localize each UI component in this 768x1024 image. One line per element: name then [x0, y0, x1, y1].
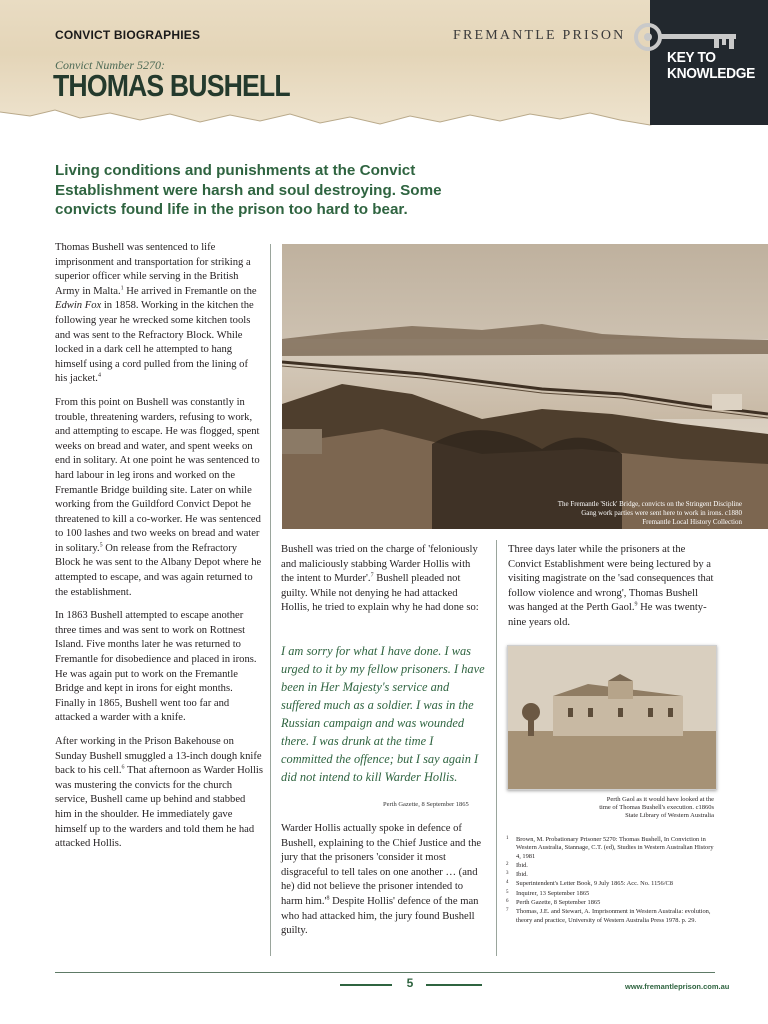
column-2-continued — [281, 822, 485, 948]
photo-fremantle-stick-bridge — [282, 244, 768, 529]
footnote — [506, 871, 718, 879]
footnote-ref: 9 — [634, 601, 638, 608]
text: Bushell pleaded not guilty. While not denying he had attacked Hollis, he tried to explain why he had done so: — [281, 573, 479, 614]
website-link[interactable]: www.fremantleprison.com.au — [625, 982, 730, 991]
pull-quote: I am sorry for what I have done. I was urged to it by my fellow prisoners. I have been in Her Majesty's service and suffered much as a soldier. I was in the Russian campaign and was wounded there. I was drunk at the time I committed the offence; but I say again I did not intend to kill Warder Hollis. — [281, 644, 485, 784]
footnote — [506, 908, 718, 925]
bridge-photo-image — [282, 244, 768, 529]
paragraph — [55, 241, 263, 387]
photo-perth-gaol — [507, 645, 717, 790]
footnote-number: 1 — [506, 836, 509, 841]
paragraph — [55, 396, 263, 600]
footnote-ref: 5 — [99, 542, 103, 549]
text: On release from the Refractory Block he was sent to the Albany Depot where he attempted to escape, and was again returned to the establishment. — [55, 542, 262, 598]
column-divider — [496, 540, 497, 956]
key-to-knowledge-label — [667, 50, 755, 82]
column-2 — [281, 543, 485, 625]
convict-number: Convict Number 5270: — [55, 58, 165, 72]
text: Bushell was tried on the charge of 'feloniously and maliciously stabbing Warder Hollis with the intent to Murder'. — [281, 544, 478, 585]
footnote-text: Thomas, J.E. and Stewart, A. Imprisonment in Western Australia: evolution, theory and practice, University of Western Australia Press 1978. p. 29. — [516, 908, 711, 924]
footnote — [506, 862, 718, 870]
gaol-photo-image — [508, 646, 716, 789]
caption-line: State Library of Western Australia — [625, 812, 714, 819]
text: He arrived in Fremantle on the — [123, 285, 257, 297]
text: From this point on Bushell was constantly in trouble, threatening warders, refusing to work, and attempting to escape. He was flogged, spent weeks on bread and water, and spent weeks on end in solitary. At one point he was sentenced to hard labour in leg irons and worked on the Fremantle Bridge building site. Later on while working from the Guildford Convict Depot he threatened to kill a co-worker. He was sentenced to 100 lashes and two weeks on bread and water in solitary. — [55, 396, 261, 554]
footnote-text: Ibid. — [516, 861, 528, 869]
key-label-line2: KNOWLEDGE — [667, 65, 755, 82]
page-number-ornament — [426, 984, 482, 986]
paragraph — [281, 543, 485, 616]
paragraph — [281, 822, 485, 939]
caption-line: The Fremantle 'Stick' Bridge, convicts on the Stringent Discipline — [557, 500, 742, 508]
footnote — [506, 836, 718, 861]
key-label-line1: KEY TO — [667, 49, 716, 66]
footnote-ref: 8 — [326, 895, 330, 902]
footnotes-list — [506, 836, 718, 926]
paragraph: In 1863 Bushell attempted to escape another three times and was sent to work on Rottnest Island. Five months later he was returned to Fremantle for disobedience and placed in irons. He was again put to work on the Fremantle Bridge and kept in irons for eight months. Finally in 1865, Bushell went too far and attacked a warder with a knife. — [55, 610, 257, 724]
page-title: THOMAS BUSHELL — [53, 68, 290, 103]
footnote-number: 5 — [506, 889, 509, 895]
caption-line: Gang work parties were sent here to work in irons. c1880 — [581, 509, 742, 517]
footnote-ref: 4 — [97, 372, 101, 379]
footnote-text: Ibid. — [516, 871, 528, 879]
ship-name: Edwin Fox — [55, 300, 102, 312]
footnote-ref: 6 — [121, 764, 125, 771]
footnote-number: 2 — [506, 861, 509, 867]
footnote-text: Perth Gazette, 8 September 1865 — [516, 899, 601, 907]
quote-source: Perth Gazette, 8 September 1865 — [383, 801, 469, 808]
paragraph — [55, 735, 263, 852]
footnote-text: Inquirer, 13 September 1865 — [516, 889, 590, 897]
footnote-number: 3 — [506, 871, 509, 877]
text: Despite Hollis' defence of the man who had attacked him, the jury found Bushell guilty. — [281, 895, 479, 937]
footnote-text: Brown, M. Probationary Prisoner 5270: Thomas Bushell, In Conviction in Western Australia, Stannage, C.T. (ed), Studies in Western Australian History 4, 1981 — [516, 836, 714, 860]
footnote — [506, 899, 718, 907]
column-1 — [55, 241, 263, 861]
footer-rule — [55, 972, 715, 973]
footnote-text: Superintendent's Letter Book, 9 July 1865: Acc. No. 1156/C8 — [516, 880, 673, 888]
footnote-ref: 7 — [370, 572, 374, 579]
brand-logo-text: FREMANTLE PRISON — [453, 28, 626, 43]
caption-line: Perth Gaol as it would have looked at the — [606, 796, 714, 803]
text: After working in the Prison Bakehouse on Sunday Bushell smuggled a 13-inch dough knife back to his cell. — [55, 736, 262, 777]
paragraph — [508, 543, 714, 631]
page-number: 5 — [406, 976, 414, 990]
text: That afternoon as Warder Hollis was mustering the convicts for the church service, Bushell came up behind and stabbed him in the shoulder. He immediately gave himself up to the warders and told them he had attacked Hollis. — [55, 765, 263, 850]
column-divider — [270, 244, 271, 956]
footnote-number: 4 — [506, 880, 509, 886]
page-number-ornament — [340, 984, 392, 986]
series-title: CONVICT BIOGRAPHIES — [55, 28, 201, 42]
footnote-ref: 1 — [120, 285, 124, 292]
footnote-number: 7 — [506, 908, 509, 914]
footnote-number: 6 — [506, 899, 509, 905]
caption-line: time of Thomas Bushell's execution. c1860s — [599, 804, 714, 811]
caption-line: Fremantle Local History Collection — [642, 518, 742, 526]
text: in 1858. Working in the kitchen the following year he wrecked some kitchen tools and was sent to the Refractory Block. While locked in a dark cell he attempted to hang himself using a cord pulled from the lining of his jacket. — [55, 300, 254, 385]
text: Thomas Bushell was sentenced to life imprisonment and transportation for striking a superior officer while serving in the British Army in Malta. — [55, 242, 251, 297]
text: Three days later while the prisoners at the Convict Establishment were being lectured by a visiting magistrate on the 'sad consequences that follow violence and wrong', Thomas Bushell was hanged at the Perth Gaol. — [508, 544, 714, 614]
text: He was twenty-nine years old. — [508, 602, 707, 628]
text: Warder Hollis actually spoke in defence of Bushell, explaining to the Chief Justice and the jury that the prisoners 'consider it most disgraceful to tell tales on one another … (and he) did not believe the prisoner intended to harm him.' — [281, 823, 482, 907]
intro-lead: Living conditions and punishments at the Convict Establishment were harsh and soul destroying. Some convicts found life in the prison too hard to bear. — [55, 162, 442, 218]
photo1-caption — [486, 500, 742, 527]
photo2-caption — [560, 796, 714, 820]
column-3 — [508, 543, 714, 640]
footnote — [506, 890, 718, 898]
footnote — [506, 880, 718, 888]
